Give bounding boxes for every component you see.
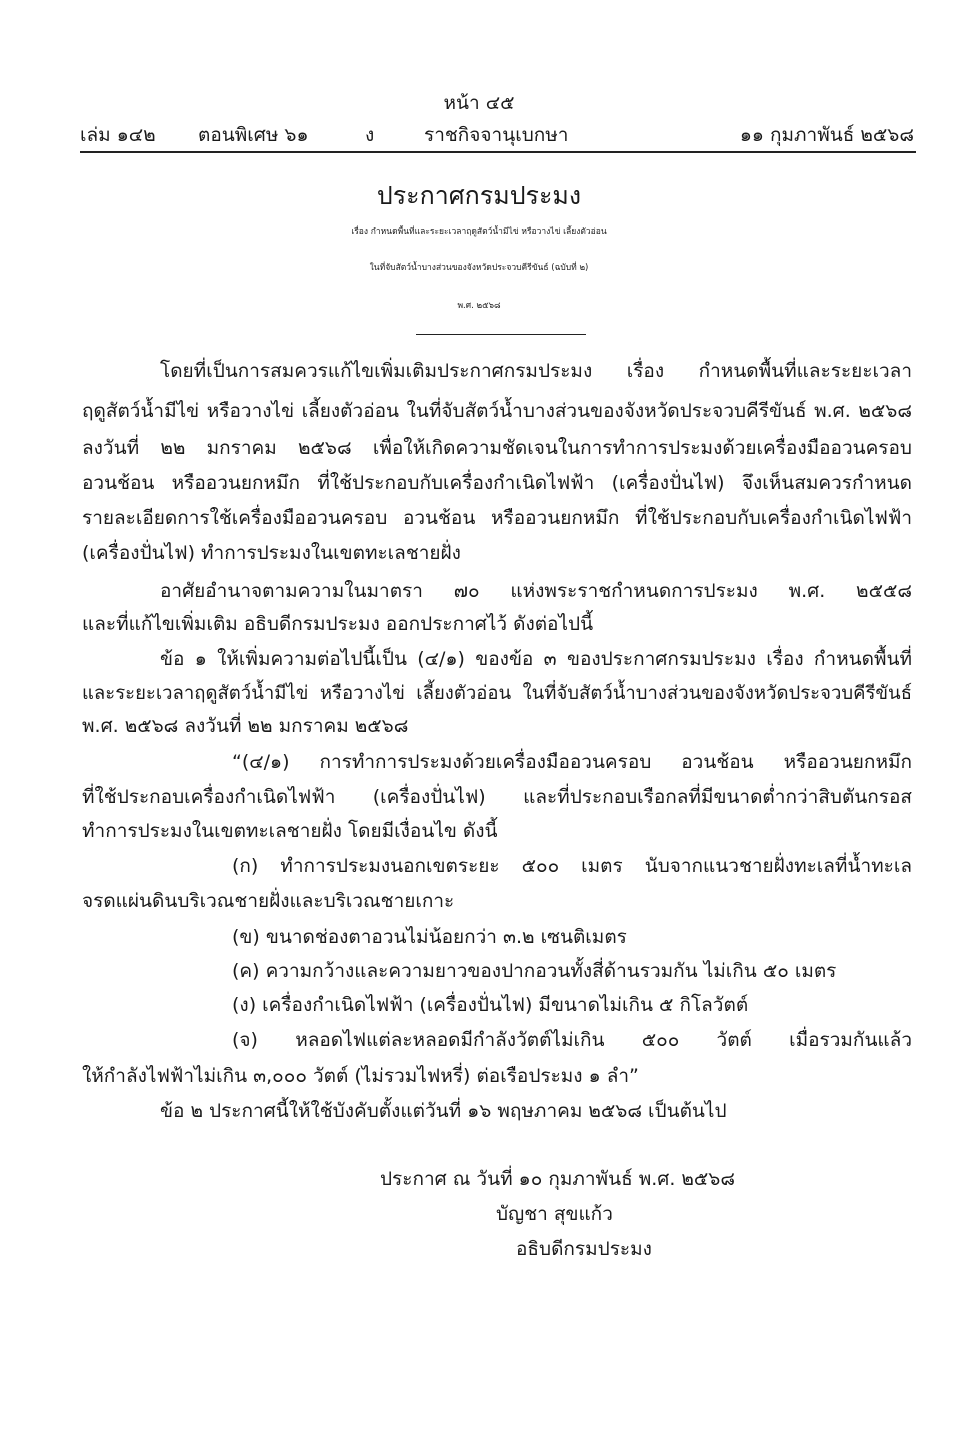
clause1-line-2: และระยะเวลาฤดูสัตว์น้ำมีไข่ หรือวางไข่ เลี้ยงตัวอ่อน ในที่จับสัตว์น้ำบางส่วนของจังหวัดประจวบคีรีขันธ์ xyxy=(82,683,912,704)
p1-line-1: โดยที่เป็นการสมควรแก้ไขเพิ่มเติมประกาศกรมประมง เรื่อง กำหนดพื้นที่และระยะเวลา xyxy=(160,360,912,382)
p2-line-1: อาศัยอำนาจตามความในมาตรา ๗๐ แห่งพระราชกำหนดการประมง พ.ศ. ๒๕๕๘ xyxy=(160,580,912,602)
gazette-date: ๑๑ กุมภาพันธ์ ๒๕๖๘ xyxy=(739,124,914,146)
title-divider xyxy=(416,334,586,335)
item-kho-kwai: (ค) ความกว้างและความยาวของปากอวนทั้งสี่ด้านรวมกัน ไม่เกิน ๕๐ เมตร xyxy=(232,960,837,982)
p1-line-2: ฤดูสัตว์น้ำมีไข่ หรือวางไข่ เลี้ยงตัวอ่อน ในที่จับสัตว์น้ำบางส่วนของจังหวัดประจวบคีรีขันธ์ พ.ศ. ๒๕๖๘ xyxy=(82,400,912,422)
item-cho-line-1: (จ) หลอดไฟแต่ละหลอดมีกำลังวัตต์ไม่เกิน ๕๐๐ วัตต์ เมื่อรวมกันแล้ว xyxy=(232,1029,912,1051)
clause1-line-1: ข้อ ๑ ให้เพิ่มความต่อไปนี้เป็น (๔/๑) ของข้อ ๓ ของประกาศกรมประมง เรื่อง กำหนดพื้นที่ xyxy=(160,648,912,670)
announcement-date: ประกาศ ณ วันที่ ๑๐ กุมภาพันธ์ พ.ศ. ๒๕๖๘ xyxy=(380,1168,736,1190)
p2-line-2: และที่แก้ไขเพิ่มเติม อธิบดีกรมประมง ออกประกาศไว้ ดังต่อไปนี้ xyxy=(82,613,594,635)
item-cho-line-2: ให้กำลังไฟฟ้าไม่เกิน ๓,๐๐๐ วัตต์ (ไม่รวมไฟหรี่) ต่อเรือประมง ๑ ลำ” xyxy=(82,1065,639,1087)
page-number: หน้า ๔๕ xyxy=(443,92,515,114)
item-ka-line-1: (ก) ทำการประมงนอกเขตระยะ ๕๐๐ เมตร นับจากแนวชายฝั่งทะเลที่น้ำทะเล xyxy=(232,855,912,877)
p1-line-5: รายละเอียดการใช้เครื่องมืออวนครอบ อวนช้อน หรืออวนยกหมึก ที่ใช้ประกอบกับเครื่องกำเนิดไฟฟ้า xyxy=(82,507,912,529)
p1-line-6: (เครื่องปั่นไฟ) ทำการประมงในเขตทะเลชายฝั่ง xyxy=(82,542,461,564)
p1-line-3: ลงวันที่ ๒๒ มกราคม ๒๕๖๘ เพื่อให้เกิดความชัดเจนในการทำการประมงด้วยเครื่องมืออวนครอบ xyxy=(82,437,912,459)
gazette-name: ราชกิจจานุเบกษา xyxy=(424,124,569,146)
subject-year: พ.ศ. ๒๕๖๘ xyxy=(457,301,501,311)
issue: ตอนพิเศษ ๖๑ xyxy=(198,124,309,146)
section: ง xyxy=(365,124,375,146)
quote-line-2: ที่ใช้ประกอบเครื่องกำเนิดไฟฟ้า (เครื่องปั่นไฟ) และที่ประกอบเรือกลที่มีขนาดต่ำกว่าสิบตันกรอส xyxy=(82,786,912,808)
item-kho: (ข) ขนาดช่องตาอวนไม่น้อยกว่า ๓.๒ เซนติเมตร xyxy=(232,926,627,948)
p1-line-4: อวนช้อน หรืออวนยกหมึก ที่ใช้ประกอบกับเครื่องกำเนิดไฟฟ้า (เครื่องปั่นไฟ) จึงเห็นสมควรกำหนด xyxy=(82,472,912,494)
subject-line-1: เรื่อง กำหนดพื้นที่และระยะเวลาฤดูสัตว์น้ำมีไข่ หรือวางไข่ เลี้ยงตัวอ่อน xyxy=(351,227,607,237)
quote-line-1: “(๔/๑) การทำการประมงด้วยเครื่องมืออวนครอบ อวนช้อน หรืออวนยกหมึก xyxy=(232,751,912,773)
signatory-name: บัญชา สุขแก้ว xyxy=(496,1203,613,1225)
clause1-line-3: พ.ศ. ๒๕๖๘ ลงวันที่ ๒๒ มกราคม ๒๕๖๘ xyxy=(82,715,409,737)
header-divider xyxy=(80,151,916,153)
page-title: ประกาศกรมประมง xyxy=(376,181,582,210)
gazette-header xyxy=(80,120,914,150)
clause2: ข้อ ๒ ประกาศนี้ให้ใช้บังคับตั้งแต่วันที่ ๑๖ พฤษภาคม ๒๕๖๘ เป็นต้นไป xyxy=(160,1100,727,1122)
item-ngo: (ง) เครื่องกำเนิดไฟฟ้า (เครื่องปั่นไฟ) มีขนาดไม่เกิน ๕ กิโลวัตต์ xyxy=(232,994,749,1016)
signatory-position: อธิบดีกรมประมง xyxy=(516,1238,652,1260)
subject-line-2: ในที่จับสัตว์น้ำบางส่วนของจังหวัดประจวบคีรีขันธ์ (ฉบับที่ ๒) xyxy=(369,263,589,273)
item-ka-line-2: จรดแผ่นดินบริเวณชายฝั่งและบริเวณชายเกาะ xyxy=(82,890,455,912)
quote-line-3: ทำการประมงในเขตทะเลชายฝั่ง โดยมีเงื่อนไข ดังนี้ xyxy=(82,820,498,842)
volume: เล่ม ๑๔๒ xyxy=(80,124,156,146)
